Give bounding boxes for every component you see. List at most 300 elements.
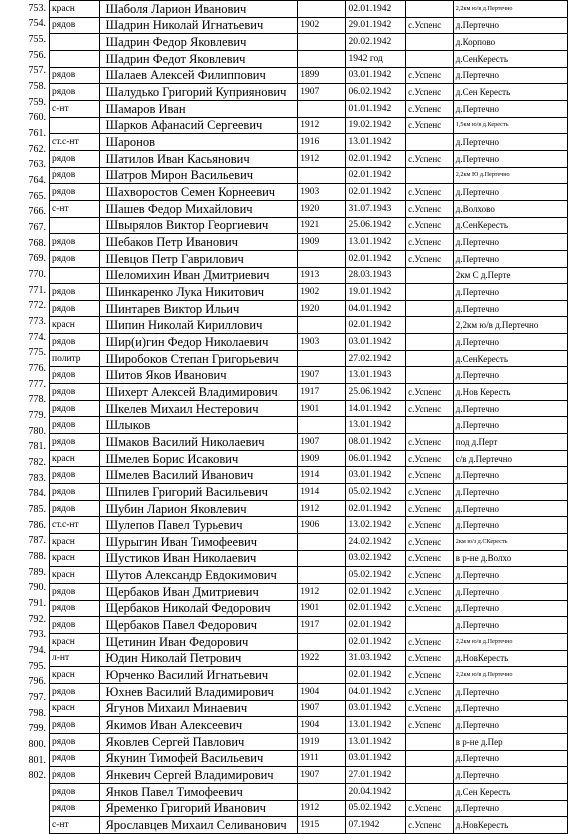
table-row [50, 434, 568, 451]
name-cell: Шитов Яков Иванович [100, 367, 298, 384]
place-cell: с.Успенс [406, 700, 454, 717]
place-cell: с.Успенс [406, 550, 454, 567]
place-cell [406, 617, 454, 634]
table-row [50, 600, 568, 617]
death-date-cell: 13.01.1942 [346, 417, 406, 434]
rank-cell [50, 50, 100, 67]
place-cell [406, 34, 454, 51]
table-row [50, 717, 568, 734]
name-cell: Янкевич Сергей Владимирович [100, 767, 298, 784]
place-cell: с.Успенс [406, 500, 454, 517]
rank-cell [50, 117, 100, 134]
place-cell [406, 367, 454, 384]
burial-place-cell: 2,2км ю/в д.Пертечно [453, 633, 567, 650]
rank-cell: рядов [50, 334, 100, 351]
death-date-cell: 08.01.1942 [346, 434, 406, 451]
table-row [50, 34, 568, 51]
death-date-cell: 13.01.1942 [346, 134, 406, 151]
birth-year-cell: 1919 [298, 733, 346, 750]
rank-cell: рядов [50, 783, 100, 800]
birth-year-cell [298, 783, 346, 800]
name-cell: Якимов Иван Алексеевич [100, 717, 298, 734]
place-cell: с.Успенс [406, 633, 454, 650]
row-number: 797. [28, 691, 46, 703]
row-number: 801. [28, 754, 46, 766]
burial-place-cell: д.Пертечно [453, 250, 567, 267]
table-row [50, 800, 568, 817]
burial-place-cell: д.Пертечно [453, 17, 567, 34]
name-cell: Шмелев Василий Иванович [100, 467, 298, 484]
place-cell: с.Успенс [406, 600, 454, 617]
row-number: 799. [28, 723, 46, 735]
name-cell: Щербаков Павел Федорович [100, 617, 298, 634]
place-cell [406, 267, 454, 284]
table-row [50, 534, 568, 551]
table-row [50, 50, 568, 67]
place-cell: с.Успенс [406, 800, 454, 817]
place-cell: с.Успенс [406, 583, 454, 600]
birth-year-cell: 1907 [298, 767, 346, 784]
rank-cell: рядов [50, 434, 100, 451]
burial-place-cell: д.Пертечно [453, 234, 567, 251]
table-row [50, 250, 568, 267]
death-date-cell: 06.02.1942 [346, 84, 406, 101]
name-cell: Юрченко Василий Игнатьевич [100, 667, 298, 684]
birth-year-cell [298, 667, 346, 684]
rank-cell: рядов [50, 733, 100, 750]
name-cell: Шутов Александр Евдокимович [100, 567, 298, 584]
burial-place-cell: д.Пертечно [453, 517, 567, 534]
row-number: 802. [28, 770, 46, 782]
burial-place-cell: д.СенКересть [453, 217, 567, 234]
rank-cell: рядов [50, 400, 100, 417]
table-row [50, 450, 568, 467]
rank-cell: с-нт [50, 100, 100, 117]
row-number: 786. [28, 519, 46, 531]
table-row [50, 817, 568, 834]
row-number: 757. [28, 65, 46, 77]
row-number: 765. [28, 190, 46, 202]
burial-place-cell: д.Пертечно [453, 767, 567, 784]
rank-cell: рядов [50, 683, 100, 700]
place-cell [406, 284, 454, 301]
birth-year-cell: 1914 [298, 467, 346, 484]
death-date-cell: 13.02.1942 [346, 517, 406, 534]
name-cell: Шинтарев Виктор Ильич [100, 300, 298, 317]
table-row [50, 134, 568, 151]
table-row [50, 150, 568, 167]
burial-place-cell: д.Пертечно [453, 417, 567, 434]
birth-year-cell: 1912 [298, 500, 346, 517]
table-row [50, 384, 568, 401]
burial-place-cell: 1,5км ю/в д.Кересть [453, 117, 567, 134]
burial-place-cell: д.Пертечно [453, 100, 567, 117]
rank-cell: с-нт [50, 817, 100, 834]
table-row [50, 567, 568, 584]
birth-year-cell: 1907 [298, 700, 346, 717]
place-cell: с.Успенс [406, 17, 454, 34]
death-date-cell: 1942 год [346, 50, 406, 67]
name-cell: Юхнев Василий Владимирович [100, 683, 298, 700]
row-number: 788. [28, 550, 46, 562]
death-date-cell: 02.01.1942 [346, 633, 406, 650]
death-date-cell: 06.01.1942 [346, 450, 406, 467]
birth-year-cell [298, 34, 346, 51]
death-date-cell: 25.06.1942 [346, 217, 406, 234]
birth-year-cell: 1904 [298, 683, 346, 700]
death-date-cell: 03.01.1942 [346, 467, 406, 484]
row-number: 789. [28, 566, 46, 578]
name-cell: Яковлев Сергей Павлович [100, 733, 298, 750]
name-cell: Шипин Николай Кириллович [100, 317, 298, 334]
death-date-cell: 01.01.1942 [346, 100, 406, 117]
burial-place-cell: 2,2км ю/в д.Пертечно [453, 667, 567, 684]
row-number: 782. [28, 456, 46, 468]
death-date-cell: 02.01.1942 [346, 150, 406, 167]
place-cell [406, 334, 454, 351]
table-row [50, 750, 568, 767]
death-date-cell: 20.02.1942 [346, 34, 406, 51]
birth-year-cell [298, 167, 346, 184]
rank-cell: рядов [50, 250, 100, 267]
place-cell: с.Успенс [406, 484, 454, 501]
rank-cell: ст.с-нт [50, 134, 100, 151]
table-row [50, 217, 568, 234]
name-cell: Шевцов Петр Гаврилович [100, 250, 298, 267]
place-cell: с.Успенс [406, 667, 454, 684]
birth-year-cell [298, 350, 346, 367]
name-cell: Шадрин Федор Яковлевич [100, 34, 298, 51]
name-cell: Швырялов Виктор Георгиевич [100, 217, 298, 234]
birth-year-cell [298, 567, 346, 584]
birth-year-cell [298, 417, 346, 434]
row-number: 768. [28, 237, 46, 249]
table-row [50, 284, 568, 301]
row-number: 767. [28, 221, 46, 233]
name-cell: Шарков Афанасий Сергеевич [100, 117, 298, 134]
birth-year-cell: 1901 [298, 400, 346, 417]
row-number: 775. [28, 347, 46, 359]
rank-cell: рядов [50, 167, 100, 184]
burial-place-cell: в р-не д.Волхо [453, 550, 567, 567]
row-number: 772. [28, 300, 46, 312]
place-cell: с.Успенс [406, 100, 454, 117]
death-date-cell: 02.01.1942 [346, 167, 406, 184]
burial-place-cell: д.Пертечно [453, 583, 567, 600]
table-row [50, 84, 568, 101]
rank-cell: рядов [50, 17, 100, 34]
death-date-cell: 02.01.1942 [346, 184, 406, 201]
row-number: 755. [28, 33, 46, 45]
birth-year-cell: 1914 [298, 484, 346, 501]
birth-year-cell: 1909 [298, 450, 346, 467]
death-date-cell: 28.03.1943 [346, 267, 406, 284]
death-date-cell: 05.02.1942 [346, 484, 406, 501]
name-cell: Шашев Федор Михайлович [100, 200, 298, 217]
birth-year-cell: 1917 [298, 384, 346, 401]
death-date-cell: 03.01.1942 [346, 67, 406, 84]
table-row [50, 400, 568, 417]
row-number: 773. [28, 315, 46, 327]
birth-year-cell: 1899 [298, 67, 346, 84]
place-cell: с.Успенс [406, 650, 454, 667]
death-date-cell: 27.02.1942 [346, 350, 406, 367]
table-row [50, 783, 568, 800]
name-cell: Яременко Григорий Иванович [100, 800, 298, 817]
death-date-cell: 19.01.1942 [346, 284, 406, 301]
death-date-cell: 29.01.1942 [346, 17, 406, 34]
table-row [50, 650, 568, 667]
burial-place-cell: д.Сен Кересть [453, 783, 567, 800]
table-row [50, 167, 568, 184]
table-row [50, 184, 568, 201]
table-row [50, 700, 568, 717]
name-cell: Шпилев Григорий Васильевич [100, 484, 298, 501]
rank-cell: рядов [50, 284, 100, 301]
name-cell: Шатров Мирон Васильевич [100, 167, 298, 184]
table-row [50, 1, 568, 18]
birth-year-cell: 1912 [298, 583, 346, 600]
birth-year-cell: 1915 [298, 817, 346, 834]
death-date-cell: 20.04.1942 [346, 783, 406, 800]
rank-cell: политр [50, 350, 100, 367]
place-cell: с.Успенс [406, 450, 454, 467]
burial-place-cell: д.Пертечно [453, 467, 567, 484]
death-date-cell: 14.01.1942 [346, 400, 406, 417]
row-number: 769. [28, 253, 46, 265]
table-row [50, 317, 568, 334]
row-number: 764. [28, 174, 46, 186]
place-cell: с.Успенс [406, 567, 454, 584]
name-cell: Шмаков Василий Николаевич [100, 434, 298, 451]
name-cell: Юдин Николай Петрович [100, 650, 298, 667]
rank-cell: красн [50, 700, 100, 717]
row-number: 754. [28, 18, 46, 30]
name-cell: Шир(и)гин Федор Николаевич [100, 334, 298, 351]
rank-cell: рядов [50, 484, 100, 501]
name-cell: Шинкаренко Лука Никитович [100, 284, 298, 301]
name-cell: Шамаров Иван [100, 100, 298, 117]
table-row [50, 200, 568, 217]
burial-place-cell: д.Пертечно [453, 800, 567, 817]
death-date-cell: 02.01.1942 [346, 1, 406, 18]
birth-year-cell: 1921 [298, 217, 346, 234]
rank-cell: красн [50, 534, 100, 551]
burial-place-cell: д.Пертечно [453, 700, 567, 717]
place-cell: с.Успенс [406, 717, 454, 734]
row-number: 758. [28, 80, 46, 92]
place-cell: с.Успенс [406, 434, 454, 451]
table-row [50, 117, 568, 134]
rank-cell: рядов [50, 800, 100, 817]
birth-year-cell [298, 100, 346, 117]
place-cell [406, 134, 454, 151]
place-cell: с.Успенс [406, 200, 454, 217]
burial-place-cell: д.Пертечно [453, 134, 567, 151]
place-cell [406, 350, 454, 367]
death-date-cell: 25.06.1942 [346, 384, 406, 401]
table-row [50, 583, 568, 600]
place-cell: с.Успенс [406, 683, 454, 700]
birth-year-cell: 1920 [298, 200, 346, 217]
burial-place-cell: 2,2км ю/в д.Пертечно [453, 1, 567, 18]
row-number: 796. [28, 676, 46, 688]
rank-cell: красн [50, 317, 100, 334]
row-number: 793. [28, 629, 46, 641]
birth-year-cell: 1911 [298, 750, 346, 767]
burial-place-cell: д.Пертечно [453, 683, 567, 700]
place-cell: с.Успенс [406, 517, 454, 534]
death-date-cell: 03.01.1942 [346, 750, 406, 767]
name-cell: Шубин Ларион Яковлевич [100, 500, 298, 517]
rank-cell: рядов [50, 750, 100, 767]
place-cell [406, 750, 454, 767]
rank-cell: рядов [50, 467, 100, 484]
rank-cell: рядов [50, 583, 100, 600]
name-cell: Шулепов Павел Турьевич [100, 517, 298, 534]
burial-place-cell: д.Нов Кересть [453, 384, 567, 401]
burial-place-cell: 2,2км ю/в д.Пертечно [453, 317, 567, 334]
name-cell: Шлыков [100, 417, 298, 434]
row-number: 798. [28, 707, 46, 719]
place-cell: с.Успенс [406, 400, 454, 417]
rank-cell [50, 34, 100, 51]
death-date-cell: 02.01.1942 [346, 600, 406, 617]
name-cell: Янков Павел Тимофеевич [100, 783, 298, 800]
name-cell: Шеломихин Иван Дмитриевич [100, 267, 298, 284]
burial-place-cell: д.Пертечно [453, 284, 567, 301]
birth-year-cell: 1916 [298, 134, 346, 151]
row-number: 779. [28, 409, 46, 421]
death-date-cell: 02.01.1942 [346, 317, 406, 334]
place-cell: с.Успенс [406, 184, 454, 201]
name-cell: Шмелев Борис Исакович [100, 450, 298, 467]
death-date-cell: 05.02.1942 [346, 567, 406, 584]
table-row [50, 367, 568, 384]
rank-cell: рядов [50, 300, 100, 317]
place-cell [406, 300, 454, 317]
rank-cell: ст.с-нт [50, 517, 100, 534]
birth-year-cell: 1906 [298, 517, 346, 534]
death-date-cell: 05.02.1942 [346, 800, 406, 817]
table-row [50, 617, 568, 634]
table-row [50, 334, 568, 351]
row-number: 776. [28, 362, 46, 374]
rank-cell: л-нт [50, 650, 100, 667]
death-date-cell: 04.01.1942 [346, 683, 406, 700]
name-cell: Шадрин Федот Яковлевич [100, 50, 298, 67]
rank-cell: красн [50, 450, 100, 467]
name-cell: Ярославцев Михаил Селиванович [100, 817, 298, 834]
burial-roster-table [49, 0, 568, 834]
roster-body [50, 1, 568, 834]
row-number: 777. [28, 378, 46, 390]
row-number: 783. [28, 472, 46, 484]
death-date-cell: 13.01.1943 [346, 367, 406, 384]
row-number: 800. [28, 738, 46, 750]
table-row [50, 267, 568, 284]
name-cell: Широбоков Степан Григорьевич [100, 350, 298, 367]
rank-cell: красн [50, 550, 100, 567]
rank-cell [50, 217, 100, 234]
place-cell: с.Успенс [406, 217, 454, 234]
death-date-cell: 13.01.1942 [346, 717, 406, 734]
death-date-cell: 02.01.1942 [346, 250, 406, 267]
place-cell: с.Успенс [406, 150, 454, 167]
burial-place-cell: д.Пертечно [453, 500, 567, 517]
death-date-cell: 19.02.1942 [346, 117, 406, 134]
burial-place-cell: 2км С д.Перте [453, 267, 567, 284]
birth-year-cell: 1904 [298, 717, 346, 734]
rank-cell: рядов [50, 384, 100, 401]
name-cell: Щетинин Иван Федорович [100, 633, 298, 650]
burial-place-cell: д.Пертечно [453, 600, 567, 617]
place-cell: с.Успенс [406, 84, 454, 101]
burial-place-cell: д.Пертечно [453, 334, 567, 351]
death-date-cell: 02.01.1942 [346, 500, 406, 517]
birth-year-cell [298, 250, 346, 267]
row-number: 762. [28, 143, 46, 155]
name-cell: Шаронов [100, 134, 298, 151]
rank-cell: рядов [50, 717, 100, 734]
table-row [50, 767, 568, 784]
rank-cell: рядов [50, 234, 100, 251]
birth-year-cell [298, 534, 346, 551]
place-cell [406, 733, 454, 750]
birth-year-cell: 1920 [298, 300, 346, 317]
birth-year-cell: 1912 [298, 117, 346, 134]
row-number: 791. [28, 597, 46, 609]
place-cell: с.Успенс [406, 467, 454, 484]
row-number: 787. [28, 535, 46, 547]
death-date-cell: 07.1942 [346, 817, 406, 834]
row-number: 753. [28, 2, 46, 14]
burial-place-cell: с/в д.Пертечно [453, 450, 567, 467]
table-row [50, 17, 568, 34]
row-number: 771. [28, 284, 46, 296]
rank-cell: рядов [50, 67, 100, 84]
rank-cell: рядов [50, 600, 100, 617]
birth-year-cell: 1902 [298, 284, 346, 301]
birth-year-cell [298, 317, 346, 334]
burial-place-cell: д.Пертечно [453, 750, 567, 767]
burial-place-cell: д.Пертечно [453, 484, 567, 501]
name-cell: Шустиков Иван Николаевич [100, 550, 298, 567]
row-number: 756. [28, 49, 46, 61]
burial-place-cell: д.Пертечно [453, 567, 567, 584]
rank-cell: рядов [50, 417, 100, 434]
burial-place-cell: 2км ю/з д.СКересть [453, 534, 567, 551]
row-number: 785. [28, 503, 46, 515]
table-row [50, 300, 568, 317]
place-cell [406, 767, 454, 784]
table-row [50, 100, 568, 117]
burial-place-cell: 2,2км Ю д.Пертечно [453, 167, 567, 184]
row-number: 784. [28, 488, 46, 500]
place-cell: с.Успенс [406, 117, 454, 134]
table-row [50, 683, 568, 700]
burial-place-cell: д.Пертечно [453, 67, 567, 84]
burial-place-cell: д.Пертечно [453, 184, 567, 201]
birth-year-cell [298, 550, 346, 567]
death-date-cell: 13.01.1942 [346, 234, 406, 251]
table-row [50, 234, 568, 251]
row-number: 792. [28, 613, 46, 625]
place-cell: с.Успенс [406, 817, 454, 834]
birth-year-cell: 1917 [298, 617, 346, 634]
place-cell: с.Успенс [406, 250, 454, 267]
burial-place-cell: д.Пертечно [453, 400, 567, 417]
